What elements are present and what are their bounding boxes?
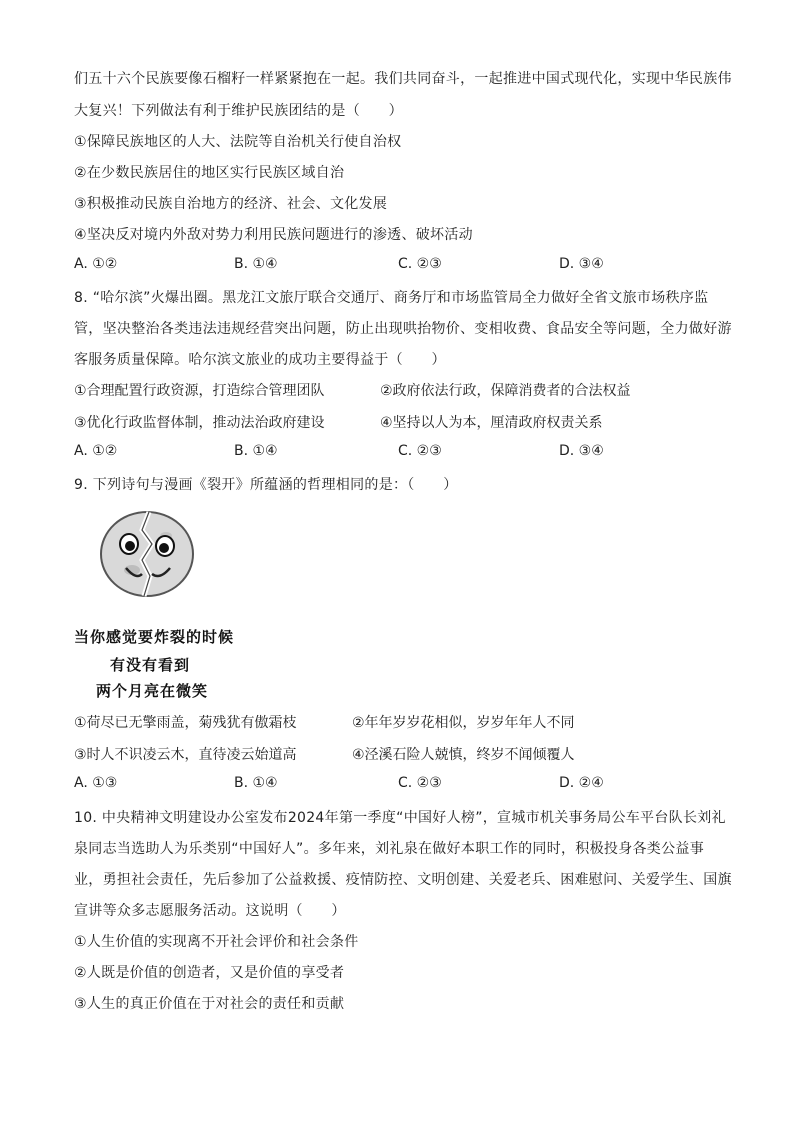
cartoon-caption-1: 当你感觉要炸裂的时候: [74, 628, 235, 646]
q10-stem-line4: 宣讲等众多志愿服务活动。这说明（ ）: [74, 903, 346, 919]
q9-option-a: A. ①③: [74, 775, 118, 791]
cartoon-caption-2: 有没有看到: [110, 656, 191, 674]
q10-statement-2: ②人既是价值的创造者，又是价值的享受者: [74, 965, 345, 981]
q8-statement-3: ③优化行政监督体制，推动法治政府建设: [74, 415, 325, 431]
q8-stem-line3: 客服务质量保障。哈尔滨文旅业的成功主要得益于（ ）: [74, 352, 446, 368]
q7-stem-line2: 大复兴！下列做法有利于维护民族团结的是（ ）: [74, 103, 403, 119]
q10-stem-line1: 10. 中央精神文明建设办公室发布2024年第一季度“中国好人榜”，宣城市机关事务局公车平台队长刘礼: [74, 810, 726, 826]
q7-statement-4: ④坚决反对境内外敌对势力利用民族问题进行的渗透、破坏活动: [74, 227, 473, 243]
q8-option-d: D. ③④: [559, 443, 604, 459]
q7-statement-3: ③积极推动民族自治地方的经济、社会、文化发展: [74, 196, 388, 212]
q9-statement-3: ③时人不识凌云木，直待凌云始道高: [74, 747, 297, 763]
q9-option-c: C. ②③: [398, 775, 442, 791]
q10-statement-1: ①人生价值的实现离不开社会评价和社会条件: [74, 934, 359, 950]
q8-statement-1: ①合理配置行政资源，打造综合管理团队: [74, 383, 325, 399]
q9-stem: 9. 下列诗句与漫画《裂开》所蕴涵的哲理相同的是：（ ）: [74, 477, 458, 493]
q7-option-c: C. ②③: [398, 256, 442, 272]
q7-option-b: B. ①④: [234, 256, 278, 272]
q7-option-d: D. ③④: [559, 256, 604, 272]
q7-statement-1: ①保障民族地区的人大、法院等自治机关行使自治权: [74, 134, 402, 150]
q9-statement-2: ②年年岁岁花相似，岁岁年年人不同: [352, 715, 575, 731]
q7-option-a: A. ①②: [74, 256, 118, 272]
q9-option-d: D. ②④: [559, 775, 604, 791]
q10-stem-line2: 泉同志当选助人为乐类别“中国好人”。多年来，刘礼泉在做好本职工作的同时，积极投身各类公益事: [74, 841, 705, 857]
cartoon-caption-3: 两个月亮在微笑: [96, 682, 209, 700]
q9-option-b: B. ①④: [234, 775, 278, 791]
q7-statement-2: ②在少数民族居住的地区实行民族区域自治: [74, 165, 345, 181]
q8-statement-4: ④坚持以人为本，厘清政府权责关系: [380, 415, 603, 431]
q8-option-c: C. ②③: [398, 443, 442, 459]
q10-stem-line3: 业，勇担社会责任，先后参加了公益救援、疫情防控、文明创建、关爱老兵、困难慰问、关爱学生、国旗: [74, 872, 732, 888]
q9-statement-1: ①荷尽已无擎雨盖，菊残犹有傲霜枝: [74, 715, 297, 731]
cracked-moon-cartoon: [92, 508, 202, 600]
q8-statement-2: ②政府依法行政，保障消费者的合法权益: [380, 383, 631, 399]
q8-option-a: A. ①②: [74, 443, 118, 459]
q8-stem-line1: 8. “哈尔滨”火爆出圈。黑龙江文旅厅联合交通厅、商务厅和市场监管局全力做好全省文旅市场秩序监: [74, 290, 709, 306]
q9-statement-4: ④泾溪石险人兢慎，终岁不闻倾覆人: [352, 747, 575, 763]
q10-statement-3: ③人生的真正价值在于对社会的责任和贡献: [74, 996, 345, 1012]
q8-option-b: B. ①④: [234, 443, 278, 459]
q8-stem-line2: 管，坚决整治各类违法违规经营突出问题，防止出现哄抬物价、变相收费、食品安全等问题，全力做好游: [74, 321, 732, 337]
q7-stem-line1: 们五十六个民族要像石榴籽一样紧紧抱在一起。我们共同奋斗，一起推进中国式现代化，实现中华民族伟: [74, 71, 732, 87]
